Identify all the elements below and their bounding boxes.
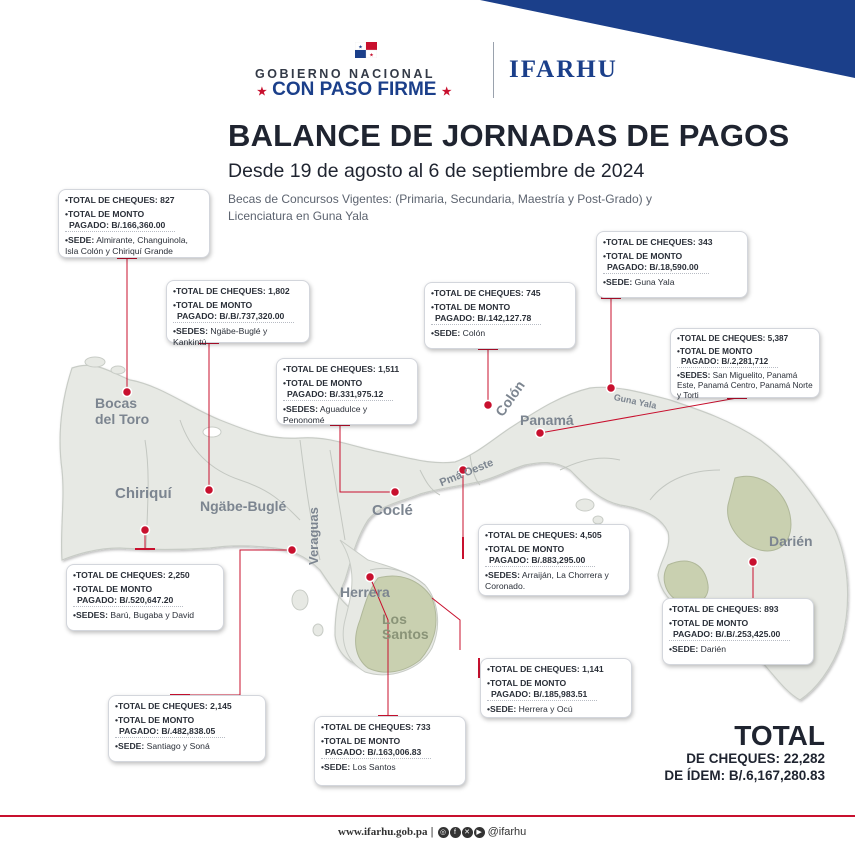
monto-label: •TOTAL DE MONTO bbox=[115, 715, 195, 725]
monto: PAGADO: B/.520,647.20 bbox=[73, 595, 183, 607]
info-box-guna-yala bbox=[596, 231, 748, 298]
website-link[interactable]: www.ifarhu.gob.pa bbox=[338, 826, 428, 838]
label-los-santos: Los Santos bbox=[382, 611, 429, 642]
sede: San Miguelito, Panamá Este, Panamá Centro, Panamá Norte y Torti bbox=[677, 371, 813, 400]
sede: Ngäbe-Buglé y Kankintú bbox=[173, 326, 268, 347]
svg-text:★: ★ bbox=[358, 44, 363, 51]
label-ngabe: Ngäbe-Buglé bbox=[200, 498, 287, 514]
info-box-cocle bbox=[276, 358, 418, 425]
monto: PAGADO: B/.185,983.51 bbox=[487, 689, 597, 701]
sede: Almirante, Changuinola, Isla Colón y Chiriquí Grande bbox=[65, 235, 188, 256]
instagram-icon[interactable]: ◎ bbox=[438, 827, 449, 838]
monto-label: •TOTAL DE MONTO bbox=[677, 347, 753, 356]
youtube-icon[interactable]: ▶ bbox=[474, 827, 485, 838]
cheques: •TOTAL DE CHEQUES: 893 bbox=[669, 604, 779, 614]
info-box-colon bbox=[424, 282, 576, 349]
monto-label: •TOTAL DE MONTO bbox=[73, 584, 153, 594]
marker-veraguas bbox=[288, 546, 297, 555]
monto-label: •TOTAL DE MONTO bbox=[173, 300, 253, 310]
sede: Guna Yala bbox=[632, 277, 675, 287]
sede-label: •SEDE: bbox=[321, 762, 351, 772]
monto-label: •TOTAL DE MONTO bbox=[669, 618, 749, 628]
star-icon: ★ bbox=[441, 86, 452, 98]
page-title: BALANCE DE JORNADAS DE PAGOS bbox=[228, 118, 790, 153]
marker-ngabe bbox=[205, 486, 214, 495]
label-bocas: Bocas del Toro bbox=[95, 395, 150, 427]
monto: PAGADO: B/.331,975.12 bbox=[283, 389, 393, 401]
label-veraguas: Veraguas bbox=[306, 507, 321, 565]
label-darien: Darién bbox=[769, 533, 813, 549]
sede-label: •SEDE: bbox=[669, 644, 699, 654]
cheques: •TOTAL DE CHEQUES: 2,250 bbox=[73, 570, 190, 580]
sede-label: •SEDE: bbox=[487, 704, 517, 714]
marker-colon bbox=[484, 401, 493, 410]
facebook-icon[interactable]: f bbox=[450, 827, 461, 838]
monto-label: •TOTAL DE MONTO bbox=[65, 209, 145, 219]
monto-label: •TOTAL DE MONTO bbox=[321, 736, 401, 746]
monto-label: •TOTAL DE MONTO bbox=[487, 678, 567, 688]
label-colon: Colón bbox=[492, 377, 528, 420]
footer-separator: | bbox=[430, 826, 434, 838]
cheques: •TOTAL DE CHEQUES: 745 bbox=[431, 288, 541, 298]
sede: Barú, Bugaba y David bbox=[108, 610, 195, 620]
monto: PAGADO: B/.18,590.00 bbox=[603, 262, 709, 274]
brand-logo: IFARHU bbox=[509, 56, 618, 83]
gov-line2-text: CON PASO FIRME bbox=[272, 79, 437, 100]
sede-label: •SEDE: bbox=[431, 328, 461, 338]
footer bbox=[338, 826, 526, 838]
info-box-chiriqui bbox=[66, 564, 224, 631]
monto-label: •TOTAL DE MONTO bbox=[485, 544, 565, 554]
sede: Los Santos bbox=[350, 762, 396, 772]
sede-label: •SEDES: bbox=[73, 610, 109, 620]
x-icon[interactable]: ✕ bbox=[462, 827, 473, 838]
total-idem: DE ÍDEM: B/.6,167,280.83 bbox=[664, 768, 825, 783]
monto: PAGADO: B/.166,360.00 bbox=[65, 220, 175, 232]
sede-label: •SEDES: bbox=[283, 404, 319, 414]
cheques: •TOTAL DE CHEQUES: 2,145 bbox=[115, 701, 232, 711]
label-guna-yala: Guna Yala bbox=[612, 392, 658, 411]
info-box-ngabe bbox=[166, 280, 310, 347]
svg-text:★: ★ bbox=[369, 52, 374, 58]
monto: PAGADO: B/.2,281,712 bbox=[677, 357, 778, 368]
sede-label: •SEDE: bbox=[65, 235, 95, 245]
page-description: Becas de Concursos Vigentes: (Primaria, Secundaria, Maestría y Post-Grado) y Licenciatura en Guna Yala bbox=[228, 192, 652, 223]
monto: PAGADO: B/.163,006.83 bbox=[321, 747, 431, 759]
monto-label: •TOTAL DE MONTO bbox=[603, 251, 683, 261]
footer-divider bbox=[0, 815, 855, 817]
label-pma-oeste: Pmá Oeste bbox=[438, 456, 496, 490]
sede: Herrera y Ocú bbox=[516, 704, 573, 714]
star-icon: ★ bbox=[257, 86, 267, 98]
cheques: •TOTAL DE CHEQUES: 733 bbox=[321, 722, 431, 732]
label-cocle: Coclé bbox=[372, 502, 413, 519]
monto: PAGADO: B/.B/.253,425.00 bbox=[669, 629, 790, 641]
info-box-los-santos bbox=[314, 716, 466, 786]
cheques: •TOTAL DE CHEQUES: 1,511 bbox=[283, 364, 400, 374]
cheques: •TOTAL DE CHEQUES: 5,387 bbox=[677, 334, 789, 343]
sede: Colón bbox=[460, 328, 486, 338]
sede: Darién bbox=[698, 644, 726, 654]
monto-label: •TOTAL DE MONTO bbox=[431, 302, 511, 312]
info-box-darien bbox=[662, 598, 814, 665]
total-summary bbox=[664, 722, 825, 784]
label-chiriqui: Chiriquí bbox=[115, 485, 172, 502]
info-box-pma-oeste bbox=[478, 524, 630, 596]
cheques: •TOTAL DE CHEQUES: 343 bbox=[603, 237, 713, 247]
monto: PAGADO: B/.482,838.05 bbox=[115, 726, 225, 738]
monto: PAGADO: B/.142,127.78 bbox=[431, 313, 541, 325]
sede: Aguadulce y Penonomé bbox=[283, 404, 368, 425]
info-box-panama bbox=[670, 328, 820, 398]
sede-label: •SEDES: bbox=[485, 570, 521, 580]
monto: PAGADO: B/.B/.737,320.00 bbox=[173, 311, 294, 323]
label-herrera: Herrera bbox=[340, 584, 390, 600]
sede-label: •SEDES: bbox=[173, 326, 209, 336]
social-handle[interactable]: @ifarhu bbox=[487, 826, 527, 838]
marker-darien bbox=[749, 558, 758, 567]
monto-label: •TOTAL DE MONTO bbox=[283, 378, 363, 388]
sede: Santiago y Soná bbox=[144, 741, 210, 751]
cheques: •TOTAL DE CHEQUES: 1,802 bbox=[173, 286, 290, 296]
label-panama: Panamá bbox=[520, 412, 574, 428]
cheques: •TOTAL DE CHEQUES: 4,505 bbox=[485, 530, 602, 540]
info-box-bocas bbox=[58, 189, 210, 258]
sede-label: •SEDES: bbox=[677, 371, 711, 380]
marker-herrera bbox=[366, 573, 375, 582]
sede: Arraiján, La Chorrera y Coronado. bbox=[485, 570, 609, 591]
info-box-herrera bbox=[480, 658, 632, 718]
page-subtitle: Desde 19 de agosto al 6 de septiembre de 2024 bbox=[228, 160, 645, 182]
marker-panama bbox=[536, 429, 545, 438]
info-box-veraguas bbox=[108, 695, 266, 762]
marker-chiriqui bbox=[141, 526, 150, 535]
monto: PAGADO: B/.883,295.00 bbox=[485, 555, 595, 567]
sede-label: •SEDE: bbox=[603, 277, 633, 287]
sede-label: •SEDE: bbox=[115, 741, 145, 751]
cheques: •TOTAL DE CHEQUES: 1,141 bbox=[487, 664, 604, 674]
total-title: TOTAL bbox=[734, 720, 825, 751]
marker-cocle bbox=[391, 488, 400, 497]
gov-line1: GOBIERNO NACIONAL bbox=[255, 67, 435, 81]
total-cheques: DE CHEQUES: 22,282 bbox=[686, 751, 825, 766]
cheques: •TOTAL DE CHEQUES: 827 bbox=[65, 195, 175, 205]
